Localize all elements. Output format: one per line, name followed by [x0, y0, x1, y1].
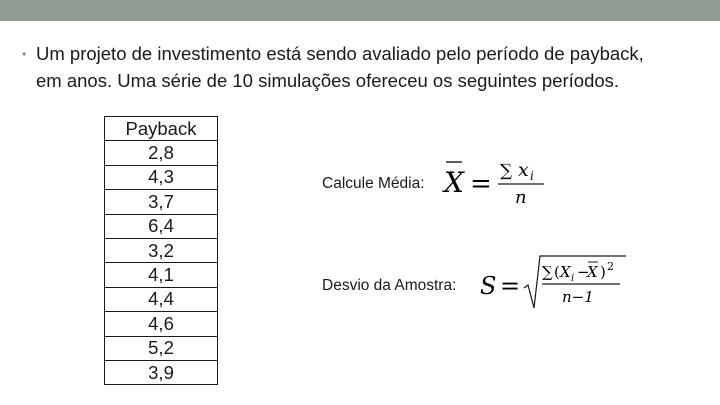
payback-value: 2,8 [105, 141, 218, 165]
x-variable: X [560, 263, 571, 281]
payback-header: Payback [105, 117, 218, 141]
equals-sign: = [500, 272, 521, 300]
index-subscript: i [571, 273, 575, 284]
x-variable: x [518, 159, 529, 181]
payback-table [104, 116, 218, 385]
intro-paragraph [36, 40, 712, 94]
mean-symbol: X [587, 263, 598, 281]
payback-value: 4,3 [105, 165, 218, 189]
mean-label: Calcule Média: [322, 175, 425, 192]
intro-line-2: em anos. Uma série de 10 simulações ofereceu os seguintes períodos. [36, 70, 620, 91]
payback-value: 4,6 [105, 312, 218, 336]
payback-value: 5,2 [105, 336, 218, 360]
intro-line-1: Um projeto de investimento está sendo avaliado pelo período de payback, [36, 43, 644, 64]
stdev-label: Desvio da Amostra: [322, 277, 457, 294]
minus-sign: − [577, 263, 590, 281]
equals-sign: = [470, 169, 492, 199]
sum-symbol: ∑ [542, 263, 553, 281]
open-paren: ( [554, 263, 560, 281]
payback-value: 6,4 [105, 214, 218, 238]
sum-symbol: ∑ [500, 161, 513, 181]
payback-value: 3,9 [105, 360, 218, 384]
mean-symbol: X [444, 166, 464, 199]
payback-value: 4,4 [105, 287, 218, 311]
payback-value: 4,1 [105, 263, 218, 287]
s-symbol: S [480, 272, 497, 300]
denominator-n: n [515, 187, 527, 208]
squared-exponent: 2 [607, 260, 614, 273]
payback-value: 3,2 [105, 238, 218, 262]
top-accent-bar [0, 0, 720, 21]
stdev-formula [478, 250, 638, 314]
mean-formula [440, 148, 550, 210]
index-subscript: i [530, 169, 534, 183]
close-paren: ) [600, 263, 606, 281]
bullet-icon: • [22, 47, 27, 61]
denominator-n-minus-1: n−1 [562, 288, 594, 306]
payback-value: 3,7 [105, 190, 218, 214]
